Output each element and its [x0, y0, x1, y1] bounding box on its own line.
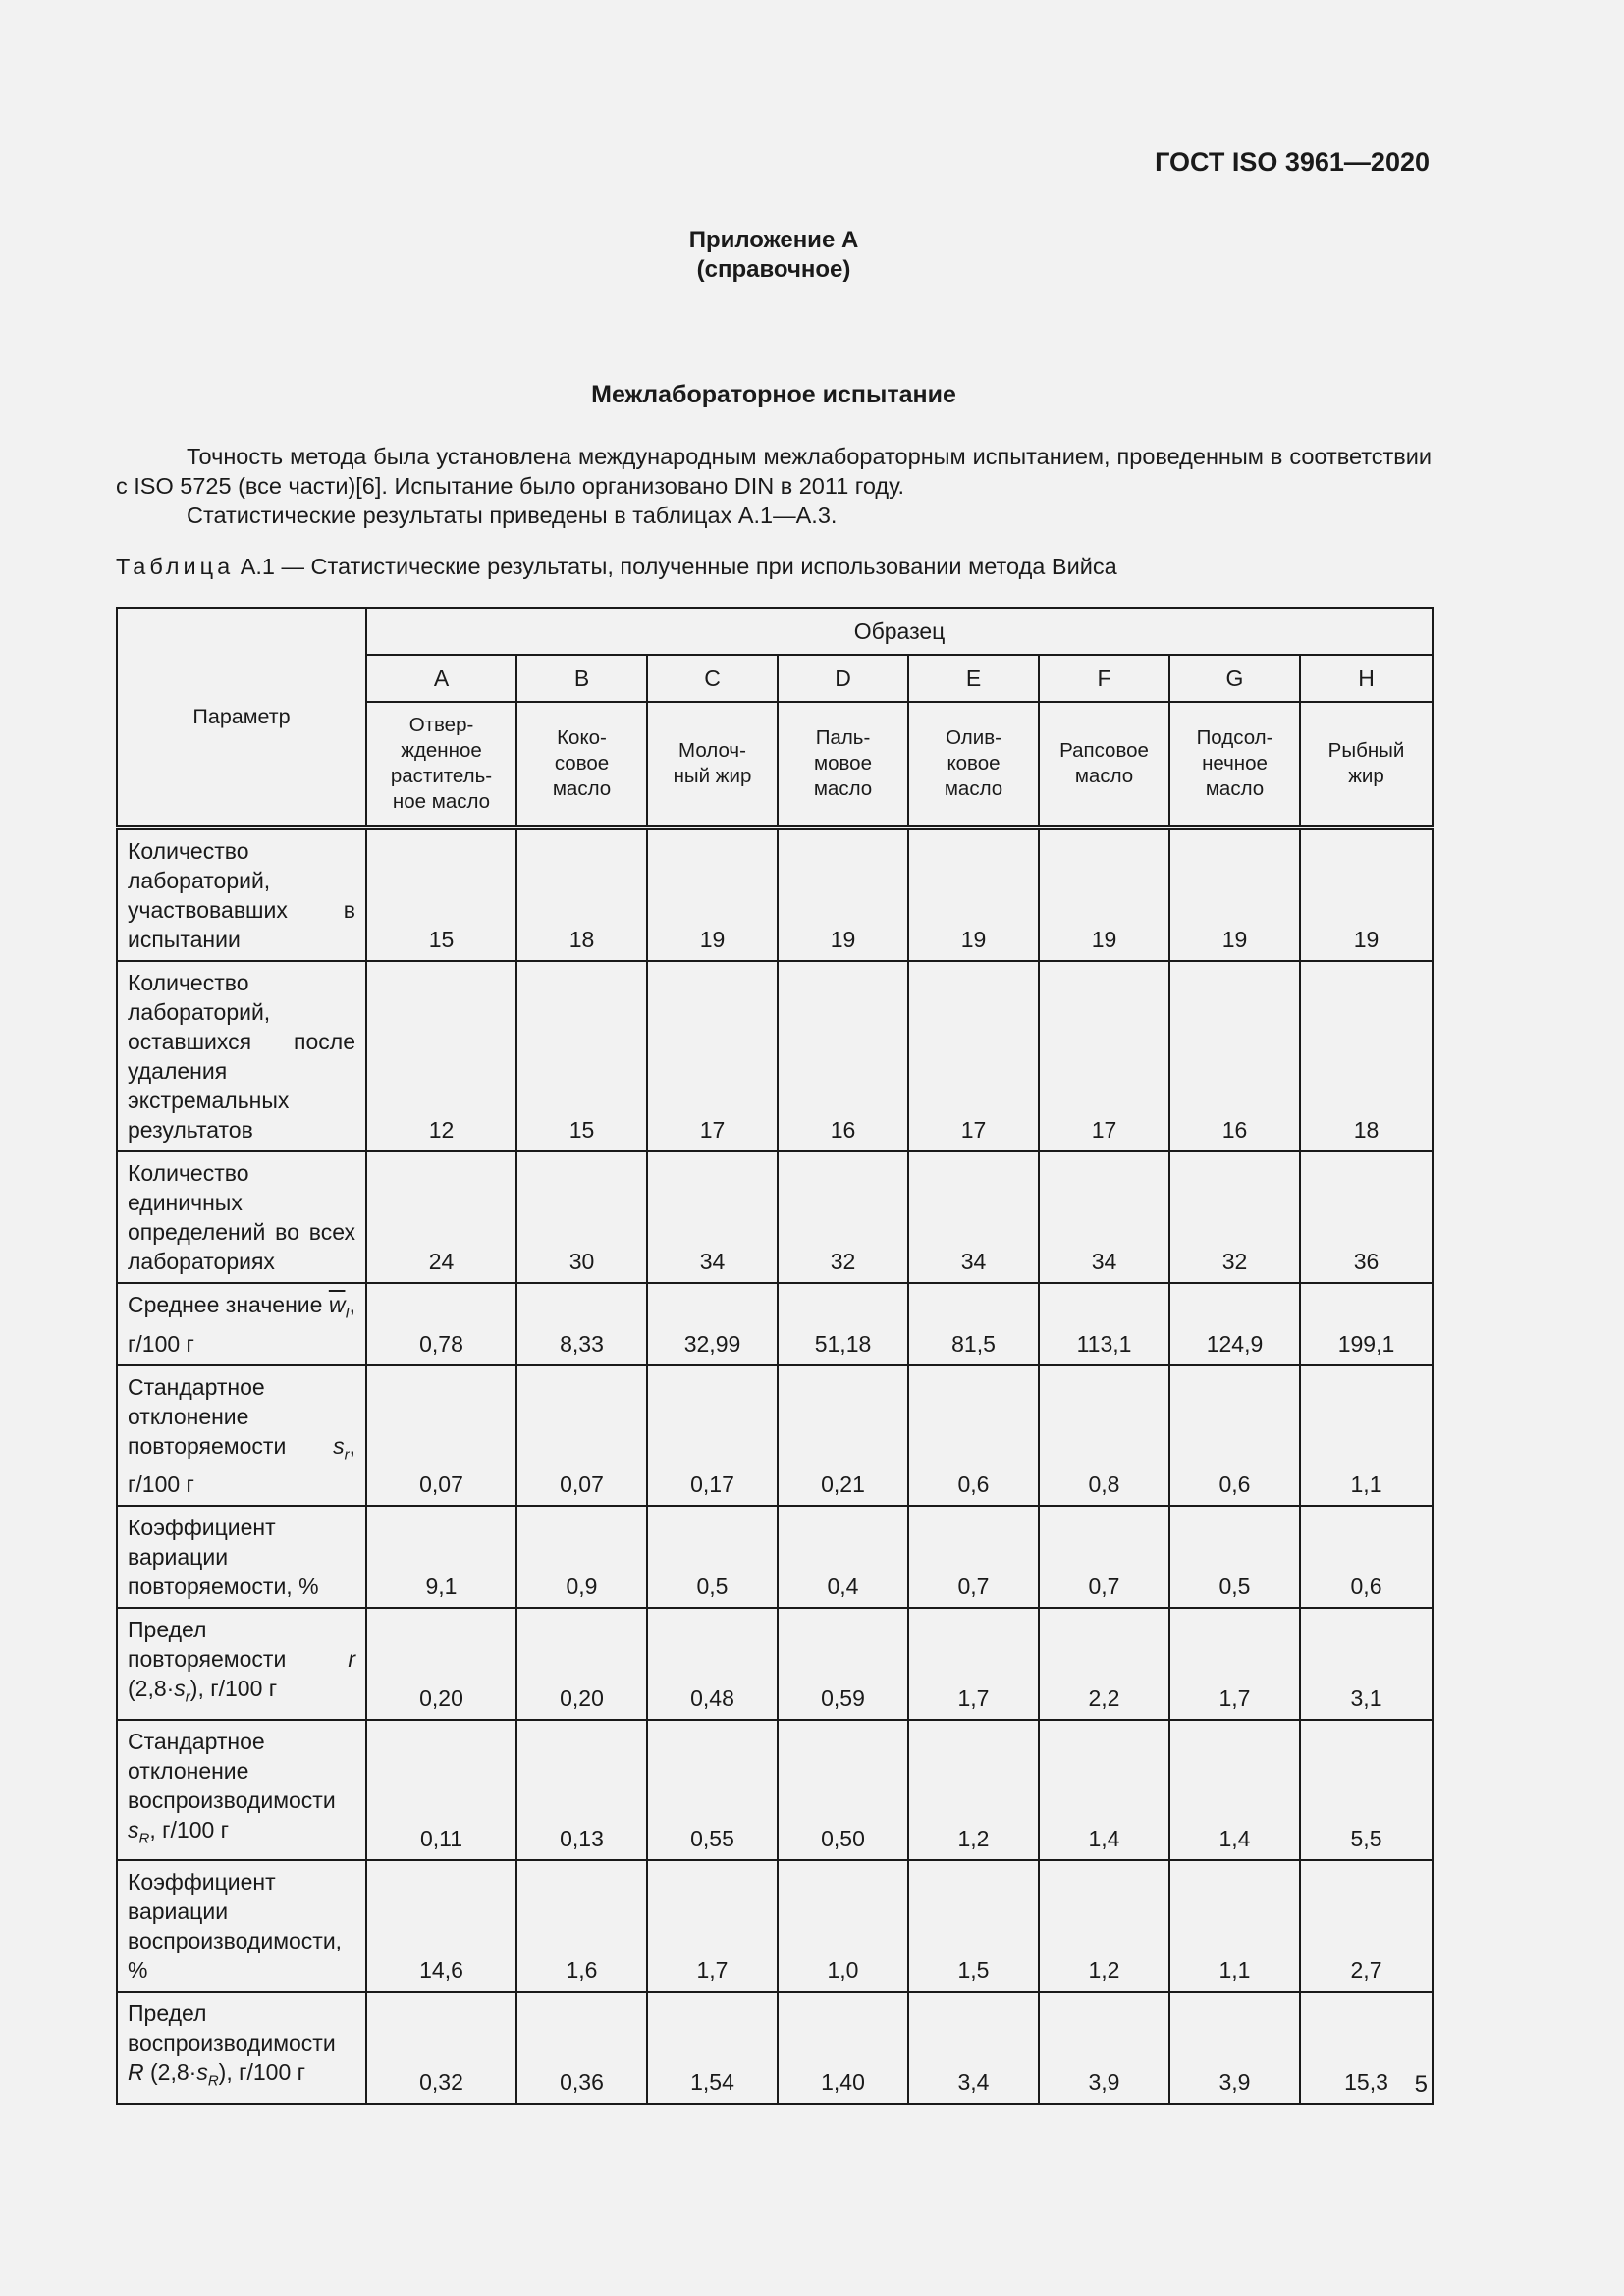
- param-symbol: r: [348, 1646, 355, 1673]
- value-cell: 18: [516, 828, 647, 961]
- appendix-title: Приложение А: [688, 227, 859, 253]
- value-cell: 1,1: [1300, 1365, 1433, 1507]
- value-cell: 14,6: [366, 1860, 516, 1992]
- param-subscript: R: [138, 1830, 150, 1847]
- param-subscript: I: [345, 1305, 350, 1322]
- value-cell: 32,99: [647, 1283, 778, 1365]
- table-row: [117, 1365, 1433, 1507]
- intro-paragraph: Точность метода была установлена международным межлабораторным испытанием, проведенным в соответствии с ISO 5725 (все части)[6]. Испытание было организовано DIN в 2011 году.: [116, 444, 1432, 499]
- value-cell: 1,54: [647, 1992, 778, 2104]
- value-cell: 0,07: [516, 1365, 647, 1507]
- table-row: [117, 828, 1433, 961]
- param-symbol: s: [174, 1676, 186, 1702]
- value-cell: 34: [908, 1151, 1039, 1283]
- param-text: (2,8·: [143, 2059, 197, 2086]
- value-cell: 0,11: [366, 1720, 516, 1861]
- param-cell: [117, 1365, 366, 1507]
- value-cell: 19: [778, 828, 908, 961]
- sample-group-header: Образец: [366, 608, 1433, 655]
- value-cell: 2,2: [1039, 1608, 1169, 1720]
- table-caption-text: А.1 — Статистические результаты, полученные при использовании метода Вийса: [240, 554, 1117, 579]
- value-cell: 19: [1039, 828, 1169, 961]
- value-cell: 113,1: [1039, 1283, 1169, 1365]
- sample-letter: A: [366, 655, 516, 702]
- value-cell: 3,4: [908, 1992, 1039, 2104]
- sample-name: Коко- совое масло: [516, 702, 647, 828]
- value-cell: 9,1: [366, 1506, 516, 1608]
- param-text: , г/100 г: [128, 1432, 355, 1498]
- table-row: [117, 1506, 1433, 1608]
- param-cell: Коэффициент вариации воспроизводимости, %: [117, 1860, 366, 1992]
- value-cell: 34: [1039, 1151, 1169, 1283]
- table-row: [117, 1720, 1433, 1861]
- value-cell: 0,8: [1039, 1365, 1169, 1507]
- appendix-heading: [0, 226, 1547, 285]
- value-cell: 19: [647, 828, 778, 961]
- param-cell: Коэффициент вариации повторяемости, %: [117, 1506, 366, 1608]
- param-text: Стандартное отклонение повторяемости: [128, 1373, 287, 1459]
- value-cell: 1,4: [1169, 1720, 1300, 1861]
- value-cell: 0,07: [366, 1365, 516, 1507]
- table-row: [117, 1283, 1433, 1365]
- param-text: Среднее значение: [128, 1292, 323, 1317]
- sample-letter: C: [647, 655, 778, 702]
- value-cell: 12: [366, 961, 516, 1151]
- value-cell: 81,5: [908, 1283, 1039, 1365]
- param-cell: [117, 1608, 366, 1720]
- table-caption: [116, 554, 1117, 580]
- sample-letter: B: [516, 655, 647, 702]
- value-cell: 1,40: [778, 1992, 908, 2104]
- value-cell: 1,0: [778, 1860, 908, 1992]
- value-cell: 34: [647, 1151, 778, 1283]
- param-cell: Количество лабораторий, участвовавших в испытании: [117, 828, 366, 961]
- value-cell: 0,32: [366, 1992, 516, 2104]
- value-cell: 1,6: [516, 1860, 647, 1992]
- value-cell: 1,7: [908, 1608, 1039, 1720]
- param-text: , г/100 г: [149, 1816, 230, 1842]
- param-subscript: r: [185, 1688, 190, 1706]
- value-cell: 0,21: [778, 1365, 908, 1507]
- value-cell: 1,4: [1039, 1720, 1169, 1861]
- param-text: Предел воспроизводимости: [128, 2001, 336, 2056]
- results-paragraph: Статистические результаты приведены в таблицах А.1—А.3.: [187, 503, 838, 528]
- param-cell: Количество лабораторий, оставшихся после удаления экстремальных результатов: [117, 961, 366, 1151]
- sample-name: Рыбный жир: [1300, 702, 1433, 828]
- value-cell: 5,5: [1300, 1720, 1433, 1861]
- value-cell: 3,9: [1169, 1992, 1300, 2104]
- value-cell: 1,2: [1039, 1860, 1169, 1992]
- param-cell: [117, 1283, 366, 1365]
- value-cell: 1,1: [1169, 1860, 1300, 1992]
- value-cell: 17: [647, 961, 778, 1151]
- param-symbol: R: [128, 2059, 144, 2086]
- value-cell: 124,9: [1169, 1283, 1300, 1365]
- value-cell: 17: [908, 961, 1039, 1151]
- value-cell: 15,3: [1300, 1992, 1433, 2104]
- sample-letter: F: [1039, 655, 1169, 702]
- value-cell: 16: [1169, 961, 1300, 1151]
- value-cell: 1,5: [908, 1860, 1039, 1992]
- value-cell: 16: [778, 961, 908, 1151]
- value-cell: 1,2: [908, 1720, 1039, 1861]
- value-cell: 19: [1169, 828, 1300, 961]
- value-cell: 2,7: [1300, 1860, 1433, 1992]
- table-row: [117, 1860, 1433, 1992]
- param-header: Параметр: [117, 608, 366, 828]
- param-text: ), г/100 г: [189, 1676, 278, 1702]
- value-cell: 24: [366, 1151, 516, 1283]
- table-row: [117, 1151, 1433, 1283]
- param-text: Стандартное отклонение воспроизводимости: [128, 1728, 336, 1813]
- value-cell: 19: [1300, 828, 1433, 961]
- param-cell: [117, 1992, 366, 2104]
- value-cell: 0,55: [647, 1720, 778, 1861]
- value-cell: 0,20: [366, 1608, 516, 1720]
- value-cell: 0,6: [1300, 1506, 1433, 1608]
- param-text: ), г/100 г: [218, 2059, 306, 2086]
- value-cell: 0,4: [778, 1506, 908, 1608]
- sample-name: Олив- ковое масло: [908, 702, 1039, 828]
- value-cell: 19: [908, 828, 1039, 961]
- value-cell: 1,7: [647, 1860, 778, 1992]
- value-cell: 199,1: [1300, 1283, 1433, 1365]
- section-title: Межлабораторное испытание: [591, 381, 956, 408]
- value-cell: 0,9: [516, 1506, 647, 1608]
- param-symbol: $\overline{w}$: [328, 1292, 346, 1317]
- value-cell: 3,1: [1300, 1608, 1433, 1720]
- page-number: 5: [1414, 2071, 1428, 2098]
- value-cell: 0,17: [647, 1365, 778, 1507]
- value-cell: 0,20: [516, 1608, 647, 1720]
- value-cell: 8,33: [516, 1283, 647, 1365]
- table-caption-label: Таблица: [116, 554, 235, 579]
- table-row: [117, 961, 1433, 1151]
- value-cell: 0,78: [366, 1283, 516, 1365]
- sample-name: Паль- мовое масло: [778, 702, 908, 828]
- param-cell: Количество единичных определений во всех лабораториях: [117, 1151, 366, 1283]
- param-text: Предел повторяемости: [128, 1617, 287, 1673]
- table-row: [117, 1608, 1433, 1720]
- param-symbol: s: [128, 1816, 139, 1842]
- sample-letter: H: [1300, 655, 1433, 702]
- value-cell: 0,13: [516, 1720, 647, 1861]
- value-cell: 36: [1300, 1151, 1433, 1283]
- value-cell: 17: [1039, 961, 1169, 1151]
- value-cell: 18: [1300, 961, 1433, 1151]
- value-cell: 0,48: [647, 1608, 778, 1720]
- value-cell: 15: [366, 828, 516, 961]
- sample-name: Рапсовое масло: [1039, 702, 1169, 828]
- param-subscript: R: [207, 2072, 219, 2090]
- value-cell: 0,7: [1039, 1506, 1169, 1608]
- param-symbol: s: [333, 1432, 345, 1459]
- table-row: [117, 1992, 1433, 2104]
- value-cell: 0,5: [1169, 1506, 1300, 1608]
- value-cell: 15: [516, 961, 647, 1151]
- standard-code: ГОСТ ISO 3961—2020: [1155, 147, 1430, 177]
- param-symbol: s: [196, 2059, 208, 2086]
- param-cell: [117, 1720, 366, 1861]
- value-cell: 0,6: [1169, 1365, 1300, 1507]
- sample-name: Молоч- ный жир: [647, 702, 778, 828]
- sample-letter: G: [1169, 655, 1300, 702]
- value-cell: 32: [778, 1151, 908, 1283]
- param-text: , г/100 г: [128, 1292, 356, 1357]
- value-cell: 0,5: [647, 1506, 778, 1608]
- sample-letter: D: [778, 655, 908, 702]
- param-subscript: r: [344, 1446, 350, 1464]
- sample-name: Подсол- нечное масло: [1169, 702, 1300, 828]
- sample-name: Отвер- жденное раститель- ное масло: [366, 702, 516, 828]
- value-cell: 0,59: [778, 1608, 908, 1720]
- appendix-subtitle: (справочное): [696, 256, 851, 283]
- param-text: (2,8·: [128, 1676, 175, 1702]
- value-cell: 1,7: [1169, 1608, 1300, 1720]
- value-cell: 51,18: [778, 1283, 908, 1365]
- value-cell: 0,36: [516, 1992, 647, 2104]
- results-table: [116, 607, 1434, 2105]
- value-cell: 0,50: [778, 1720, 908, 1861]
- value-cell: 30: [516, 1151, 647, 1283]
- sample-letter: E: [908, 655, 1039, 702]
- value-cell: 3,9: [1039, 1992, 1169, 2104]
- value-cell: 0,7: [908, 1506, 1039, 1608]
- value-cell: 32: [1169, 1151, 1300, 1283]
- value-cell: 0,6: [908, 1365, 1039, 1507]
